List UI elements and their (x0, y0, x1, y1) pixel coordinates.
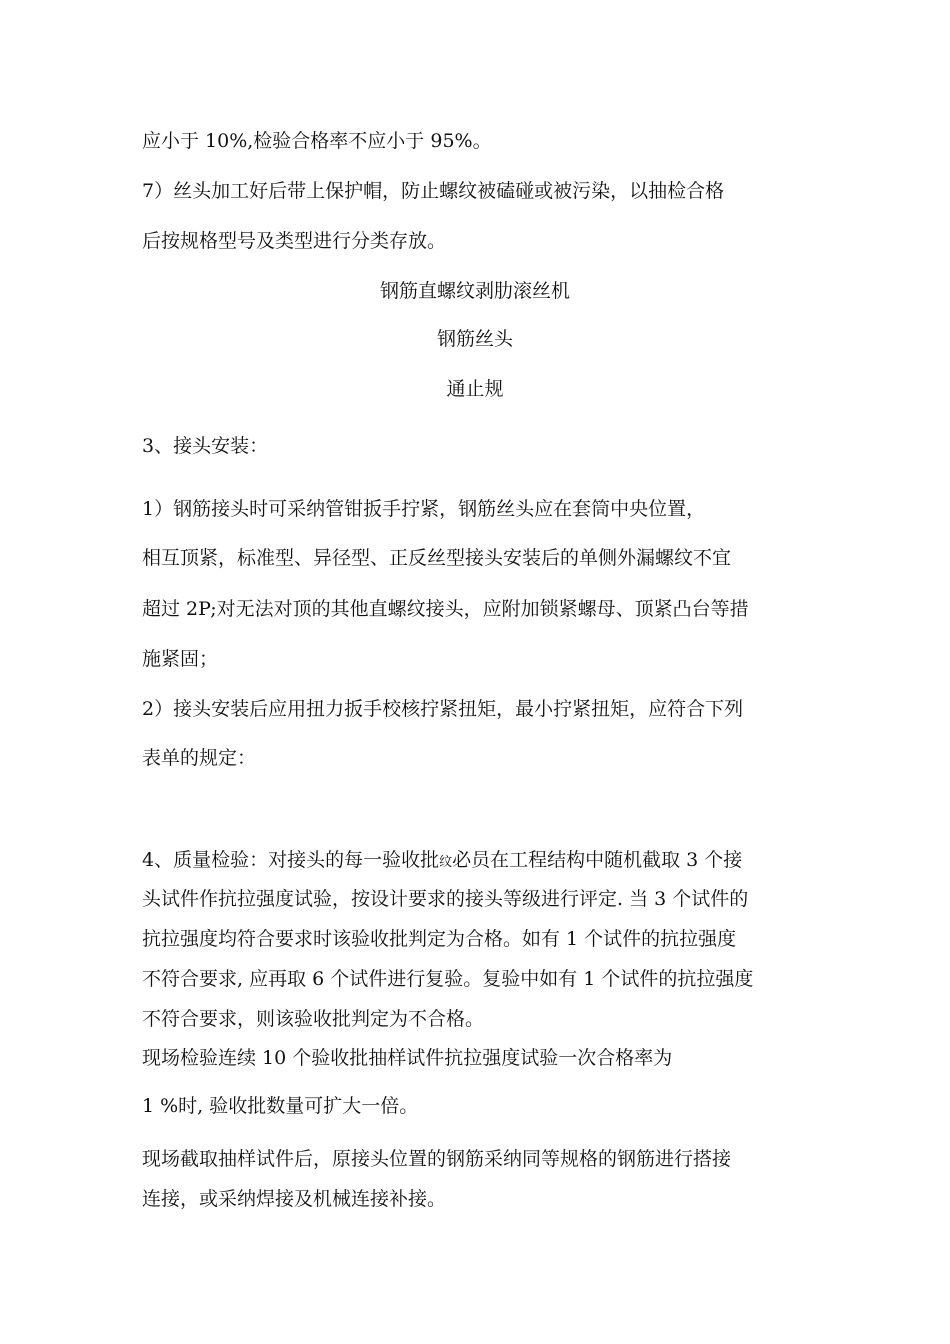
paragraph-line: 现场检验连续 10 个验收批抽样试件抗拉强度试验一次合格率为 (142, 1047, 673, 1069)
paragraph-line: 施紧固； (142, 648, 219, 670)
paragraph-line: 超过 2P;对无法对顶的其他直螺纹接头，应附加锁紧螺母、顶紧凸台等措 (142, 598, 749, 620)
paragraph-line: 1）钢筋接头时可采纳管钳扳手拧紧，钢筋丝头应在套筒中央位置， (142, 498, 706, 520)
figure-caption: 钢筋直螺纹剥肋滚丝机 (379, 280, 570, 302)
paragraph-line: 后按规格型号及类型进行分类存放。 (142, 230, 447, 252)
paragraph-line: 相互顶紧，标准型、异径型、正反丝型接头安装后的单侧外漏螺纹不宜 (142, 547, 732, 569)
paragraph-line: 不符合要求，则该验收批判定为不合格。 (142, 1008, 485, 1030)
paragraph-line: 不符合要求, 应再取 6 个试件进行复验。复验中如有 1 个试件的抗拉强度 (142, 968, 754, 990)
paragraph-line: 抗拉强度均符合要求时该验收批判定为合格。如有 1 个试件的抗拉强度 (142, 928, 737, 950)
paragraph-line: 应小于 10%,检验合格率不应小于 95%。 (142, 130, 492, 152)
text-run: 4、质量检验：对接头的每一验收批 (142, 849, 440, 871)
paragraph-line: 表单的规定： (142, 747, 257, 769)
paragraph-line: 7）丝头加工好后带上保护帽，防止螺纹被磕碰或被污染，以抽检合格 (142, 180, 725, 202)
figure-caption: 钢筋丝头 (436, 328, 513, 350)
paragraph-line: 现场截取抽样试件后，原接头位置的钢筋采纳同等规格的钢筋进行搭接 (142, 1148, 732, 1170)
paragraph-line: 2）接头安装后应用扭力扳手校核拧紧扭矩，最小拧紧扭矩，应符合下列 (142, 698, 744, 720)
paragraph-line: 头试件作抗拉强度试验，按设计要求的接头等级进行评定. 当 3 个试件的 (142, 888, 749, 910)
paragraph-line: 1 %时, 验收批数量可扩大一倍。 (142, 1095, 419, 1117)
paragraph-line (142, 848, 742, 875)
text-run: 必员在工程结构中随机截取 3 个接 (452, 849, 743, 871)
figure-caption: 通止规 (446, 378, 504, 400)
text-run-small: 纹 (439, 855, 453, 870)
section-heading: 3、接头安装： (142, 435, 269, 457)
paragraph-line: 连接，或采纳焊接及机械连接补接。 (142, 1188, 447, 1210)
